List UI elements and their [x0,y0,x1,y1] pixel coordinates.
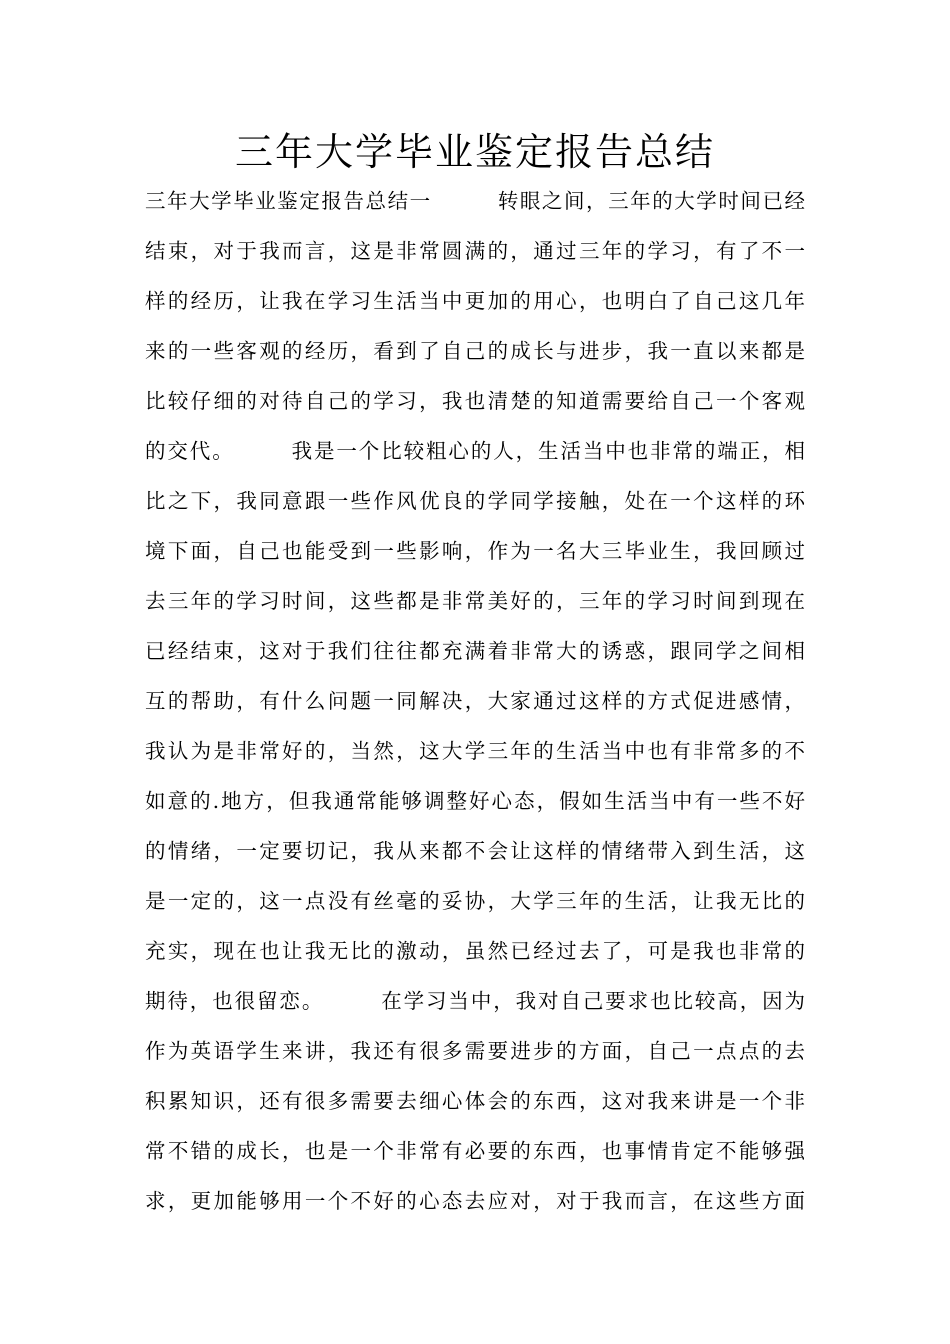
body-line: 比之下，我同意跟一些作风优良的学同学接触，处在一个这样的环 [145,489,805,513]
body-line: 境下面，自己也能受到一些影响，作为一名大三毕业生，我回顾过 [145,539,805,563]
body-line: 期待，也很留恋。 在学习当中，我对自己要求也比较高，因为 [145,989,805,1013]
body-line: 是一定的，这一点没有丝毫的妥协，大学三年的生活，让我无比的 [145,889,805,913]
body-line: 结束，对于我而言，这是非常圆满的，通过三年的学习，有了不一 [145,239,805,263]
body-line: 作为英语学生来讲，我还有很多需要进步的方面，自己一点点的去 [145,1039,805,1063]
body-line: 充实，现在也让我无比的激动，虽然已经过去了，可是我也非常的 [145,939,805,963]
body-line: 样的经历，让我在学习生活当中更加的用心，也明白了自己这几年 [145,289,805,313]
document-body [145,176,805,1226]
body-line: 三年大学毕业鉴定报告总结一 转眼之间，三年的大学时间已经 [145,189,805,213]
body-line: 已经结束，这对于我们往往都充满着非常大的诱惑，跟同学之间相 [145,639,805,663]
document-title: 三年大学毕业鉴定报告总结 [234,130,715,174]
body-line: 求，更加能够用一个不好的心态去应对，对于我而言，在这些方面 [145,1189,805,1213]
body-line: 我认为是非常好的，当然，这大学三年的生活当中也有非常多的不 [145,739,805,763]
body-line: 的交代。 我是一个比较粗心的人，生活当中也非常的端正，相 [145,439,805,463]
body-line: 常不错的成长，也是一个非常有必要的东西，也事情肯定不能够强 [145,1139,805,1163]
body-line: 比较仔细的对待自己的学习，我也清楚的知道需要给自己一个客观 [145,389,805,413]
body-line: 去三年的学习时间，这些都是非常美好的，三年的学习时间到现在 [145,589,805,613]
body-line: 的情绪，一定要切记，我从来都不会让这样的情绪带入到生活，这 [145,839,805,863]
body-line: 如意的.地方，但我通常能够调整好心态，假如生活当中有一些不好 [145,789,805,813]
body-line: 互的帮助，有什么问题一同解决，大家通过这样的方式促进感情， [145,689,805,713]
body-line: 积累知识，还有很多需要去细心体会的东西，这对我来讲是一个非 [145,1089,805,1113]
body-line: 来的一些客观的经历，看到了自己的成长与进步，我一直以来都是 [145,339,805,363]
